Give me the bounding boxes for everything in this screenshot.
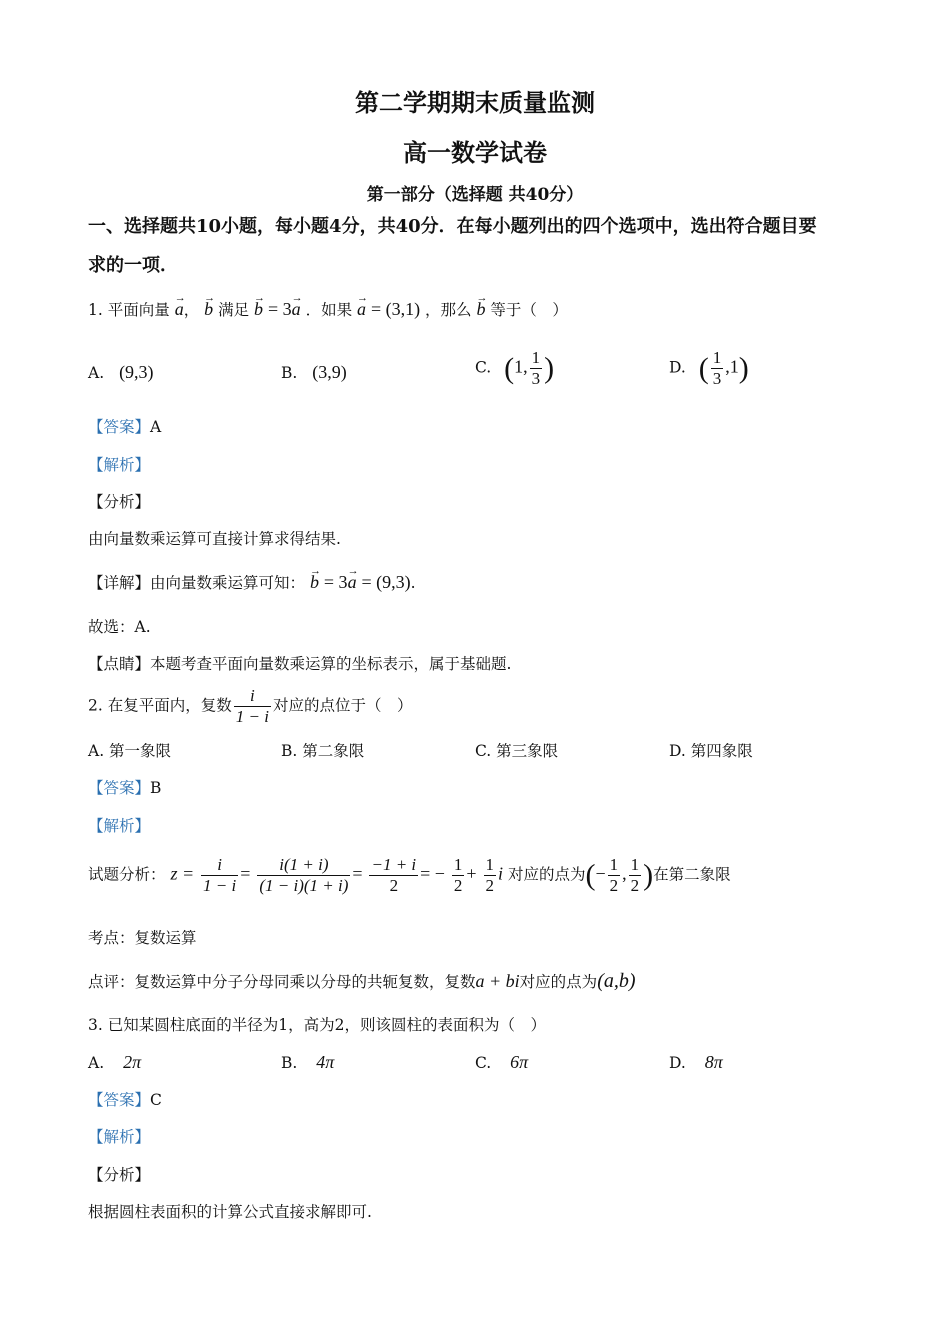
pingjia-text: 点评：复数运算中分子分母同乘以分母的共轭复数，复数 [88, 973, 476, 991]
option-a [88, 361, 154, 384]
option-c: C. 第三象限 [475, 742, 559, 760]
answer-tag: 【答案】 [88, 779, 151, 797]
option-label: C. [475, 358, 492, 377]
question-text: 等于（ ） [490, 301, 568, 319]
fenxi-tag: 【分析】 [88, 1166, 151, 1184]
fraction [484, 855, 497, 896]
option-label: C. [475, 1054, 492, 1072]
fraction [234, 686, 271, 727]
denominator: 3 [712, 369, 722, 388]
denominator: 2 [453, 876, 463, 895]
option-value: ,1 [725, 356, 739, 377]
question-text: 平面向量 [107, 301, 170, 319]
option-d [669, 1051, 723, 1074]
numerator: 1 [609, 855, 619, 874]
option-a: A. 第一象限 [88, 742, 172, 760]
option-c: C. (1, $\frac{1}{3}$ ) [475, 348, 555, 388]
answer-tag: 【答案】 [88, 1091, 151, 1109]
option-value: 1, [514, 356, 528, 377]
option-c [475, 1051, 528, 1074]
operator: = − [420, 863, 445, 884]
point: (a,b) [597, 970, 636, 992]
fenxi-tag: 【分析】 [88, 493, 151, 511]
operator: − [595, 863, 606, 884]
option-label: D. [669, 1054, 686, 1072]
answer-value: B [150, 779, 162, 797]
question-text: ，那么 [425, 301, 472, 319]
denominator: 2 [630, 876, 640, 895]
answer-value: A [150, 418, 162, 436]
fraction [629, 855, 642, 896]
comment-tag: 【点睛】 [88, 655, 151, 673]
kaodian-line: 考点：复数运算 [88, 929, 197, 947]
solution-text: 在第二象限 [653, 865, 731, 884]
option-label: B. [281, 1054, 298, 1072]
vector-b: → b [204, 298, 213, 320]
fraction [711, 348, 724, 389]
option-value: 6π [510, 1052, 529, 1072]
vector-b: → b [310, 571, 319, 593]
part-heading: 第一部分（选择题 共40分） [366, 185, 584, 205]
option-b [281, 1051, 334, 1074]
question-number: 2. [88, 696, 103, 715]
option-label: B. [281, 364, 298, 382]
option-b: B. 第二象限 [281, 742, 365, 760]
fenxi-text: 由向量数乘运算可直接计算求得结果. [88, 530, 341, 548]
fraction [608, 855, 621, 896]
question-text: 在复平面内，复数 [107, 696, 232, 715]
comment-text: 本题考查平面向量数乘运算的坐标表示，属于基础题. [150, 655, 512, 673]
choose-line: 故选：A. [88, 618, 151, 636]
vector-a: → a [175, 298, 184, 320]
fraction [452, 855, 465, 896]
question-number: 1. [88, 301, 103, 319]
analysis-tag: 【解析】 [88, 817, 151, 835]
analysis-tag: 【解析】 [88, 456, 151, 474]
answer-line [88, 1089, 162, 1111]
analysis-tag: 【解析】 [88, 1128, 151, 1146]
section-instructions-line2: 求的一项． [88, 255, 178, 276]
option-a [88, 1051, 141, 1074]
equation: = (9,3) [361, 572, 411, 592]
exam-title: 第二学期期末质量监测 [355, 88, 595, 117]
numerator: i [201, 855, 238, 876]
fraction [530, 348, 543, 389]
denominator: 1 − i [203, 876, 237, 895]
section-instructions-line1: 一、选择题共10小题，每小题4分，共40分．在每小题列出的四个选项中，选出符合题目要 [88, 216, 817, 237]
fraction [369, 855, 418, 896]
fenxi-text: 根据圆柱表面积的计算公式直接求解即可. [88, 1203, 372, 1221]
numerator: 1 [485, 855, 494, 874]
question-number: 3. [88, 1016, 103, 1034]
equation: = 3 [267, 299, 292, 319]
question-1 [88, 298, 568, 321]
period: . [410, 574, 416, 592]
numerator: 1 [712, 348, 722, 367]
exam-subtitle: 高一数学试卷 [403, 138, 547, 167]
option-value: (3,9) [312, 362, 347, 382]
solution-label: 试题分析： [88, 865, 166, 884]
pingjia-text: 对应的点为 [519, 973, 598, 991]
detail-text: 由向量数乘运算可知： [150, 574, 306, 592]
numerator: i(1 + i) [257, 855, 350, 876]
solution-text: 对应的点为 [507, 865, 586, 884]
denominator: 3 [531, 369, 541, 388]
equation: z = [170, 863, 195, 884]
complex-form: a + bi [475, 971, 520, 991]
option-b [281, 361, 347, 384]
numerator: −1 + i [371, 855, 417, 874]
numerator: i [234, 686, 271, 707]
answer-tag: 【答案】 [88, 418, 151, 436]
comma: ， [183, 301, 200, 319]
detail-tag: 【详解】 [88, 574, 151, 592]
option-value: 4π [316, 1052, 335, 1072]
question-text: 已知某圆柱底面的半径为1，高为2，则该圆柱的表面积为（ ） [107, 1016, 546, 1034]
option-d: D. ( $\frac{1}{3}$ ,1) [669, 348, 749, 388]
solution-line: 试题分析： z = $\frac{i}{1 - i}$ = $\frac{i(1 + i)}{(1 - i)(1 + i)}$ = $\frac{-1 + i}{2}$ = − $\frac{1}{2}$ + $\frac{1}{2}$ i 对应的点为(− $\frac{1}{2}$ , $\frac{1}{2}$ )在第二象限 [88, 855, 731, 895]
numerator: 1 [453, 855, 463, 874]
question-text: 对应的点位于（ ） [272, 696, 413, 715]
vector-a: → a [357, 298, 366, 320]
imaginary-unit: i [498, 863, 504, 884]
option-label: A. [88, 1054, 105, 1072]
denominator: (1 − i)(1 + i) [259, 876, 349, 895]
answer-value: C [150, 1091, 162, 1109]
vector-a: → a [292, 298, 301, 320]
option-label: D. [669, 358, 686, 377]
operator: + [466, 863, 477, 884]
question-2 [88, 686, 412, 727]
answer-line [88, 416, 161, 438]
pingjia-line [88, 970, 636, 993]
vector-b: → b [254, 298, 263, 320]
vector-b: → b [476, 298, 485, 320]
option-value: (9,3) [119, 362, 154, 382]
denominator: 2 [609, 876, 619, 895]
equation: = 3 [323, 572, 348, 592]
option-label: A. [88, 364, 105, 382]
option-value: 2π [123, 1052, 142, 1072]
fraction [257, 855, 350, 896]
question-3 [88, 1014, 546, 1036]
numerator: 1 [531, 348, 541, 367]
answer-line [88, 777, 161, 799]
comment-line [88, 653, 511, 675]
question-text: ．如果 [305, 301, 353, 319]
numerator: 1 [630, 855, 640, 874]
denominator: 2 [485, 876, 494, 895]
detail-line [88, 571, 416, 594]
vector-value: = (3,1) [370, 299, 421, 319]
question-text: 满足 [218, 301, 250, 319]
denominator: 1 − i [235, 707, 269, 726]
denominator: 2 [389, 876, 399, 895]
vector-a: → a [348, 571, 357, 593]
fraction [201, 855, 238, 896]
option-d: D. 第四象限 [669, 742, 753, 760]
option-value: 8π [704, 1052, 723, 1072]
